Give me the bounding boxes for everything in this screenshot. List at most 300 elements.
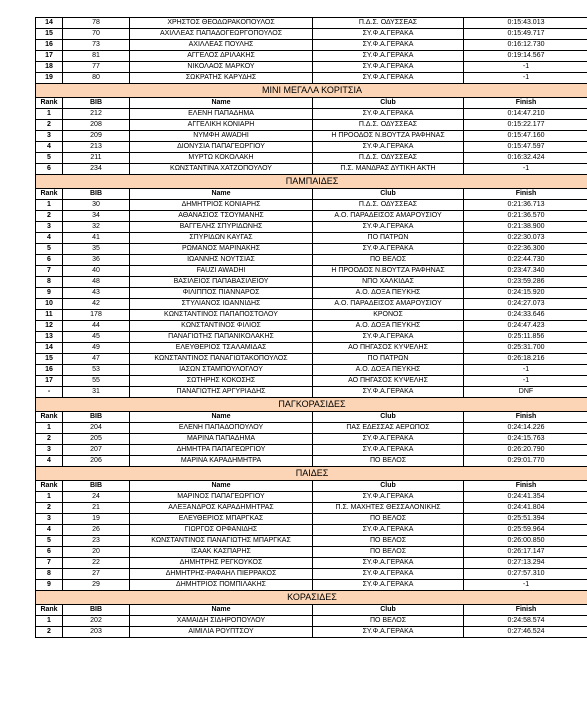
cell-rank: 15 bbox=[36, 354, 63, 365]
cell-name: ΜΑΡΙΝΑ ΚΑΡΑΔΗΜΗΤΡΑ bbox=[130, 456, 313, 467]
table-row bbox=[36, 153, 587, 164]
table-row bbox=[36, 580, 587, 591]
cell-name: ΠΑΝΑΓΙΩΤΗΣ ΠΑΠΑΝΙΚΟΛΑΚΗΣ bbox=[130, 332, 313, 343]
cell-bib: 29 bbox=[63, 580, 130, 591]
cell-bib: 80 bbox=[63, 73, 130, 84]
cell-bib: 234 bbox=[63, 164, 130, 175]
cell-bib: 53 bbox=[63, 365, 130, 376]
cell-club: Α.Ο. ΠΑΡΑΔΕΙΣΟΣ ΑΜΑΡΟΥΣΙΟΥ bbox=[313, 211, 464, 222]
cell-finish: 0:25:11.856 bbox=[464, 332, 587, 343]
cell-name: ΔΗΜΗΤΡΗΣ ΡΕΓΚΟΥΚΟΣ bbox=[130, 558, 313, 569]
table-row bbox=[36, 525, 587, 536]
cell-club: Η ΠΡΟΟΔΟΣ Ν.ΒΟΥΤΖΑ ΡΑΦΗΝΑΣ bbox=[313, 266, 464, 277]
results-sheet bbox=[35, 17, 563, 638]
cell-club: Α.Ο. ΔΟΞΑ ΠΕΥΚΗΣ bbox=[313, 288, 464, 299]
cell-finish: 0:24:14.226 bbox=[464, 423, 587, 434]
cell-bib: 203 bbox=[63, 627, 130, 638]
table-row bbox=[36, 40, 587, 51]
cell-club: ΣΥ.Φ.Α.ΓΕΡΑΚΑ bbox=[313, 40, 464, 51]
table-row bbox=[36, 376, 587, 387]
table-row bbox=[36, 492, 587, 503]
cell-finish: 0:22:36.300 bbox=[464, 244, 587, 255]
column-header-row bbox=[36, 481, 587, 492]
cell-finish: 0:24:15.763 bbox=[464, 434, 587, 445]
cell-club: Π.Σ. ΜΑΝΔΡΑΣ ΔΥΤΙΚΗ ΑΚΤΗ bbox=[313, 164, 464, 175]
column-header-finish: Finish bbox=[464, 98, 587, 109]
cell-rank: 8 bbox=[36, 277, 63, 288]
cell-rank: 2 bbox=[36, 211, 63, 222]
table-row bbox=[36, 627, 587, 638]
column-header-club: Club bbox=[313, 481, 464, 492]
cell-finish: 0:24:33.646 bbox=[464, 310, 587, 321]
cell-name: ΚΩΝΣΤΑΝΤΙΝΟΣ ΠΑΝΑΓΙΩΤΗΣ ΜΠΑΡΓΚΑΣ bbox=[130, 536, 313, 547]
table-row bbox=[36, 321, 587, 332]
table-row bbox=[36, 222, 587, 233]
cell-bib: 211 bbox=[63, 153, 130, 164]
column-header-name: Name bbox=[130, 189, 313, 200]
cell-name: ΙΑΣΩΝ ΣΤΑΜΠΟΥΛΟΓΛΟΥ bbox=[130, 365, 313, 376]
cell-finish: 0:27:46.524 bbox=[464, 627, 587, 638]
cell-bib: 70 bbox=[63, 29, 130, 40]
cell-rank: 8 bbox=[36, 569, 63, 580]
cell-rank: 4 bbox=[36, 525, 63, 536]
table-row bbox=[36, 29, 587, 40]
table-row bbox=[36, 569, 587, 580]
cell-finish: 0:27:57.310 bbox=[464, 569, 587, 580]
cell-finish: 0:21:38.900 bbox=[464, 222, 587, 233]
cell-rank: 5 bbox=[36, 153, 63, 164]
cell-finish: 0:15:22.177 bbox=[464, 120, 587, 131]
table-row bbox=[36, 131, 587, 142]
cell-bib: 205 bbox=[63, 434, 130, 445]
cell-name: ΧΑΜΑΙΔΗ ΣΙΔΗΡΟΠΟΥΛΟΥ bbox=[130, 616, 313, 627]
table-row bbox=[36, 266, 587, 277]
table-row bbox=[36, 277, 587, 288]
column-header-rank: Rank bbox=[36, 412, 63, 423]
cell-finish: 0:23:59.286 bbox=[464, 277, 587, 288]
cell-rank: 17 bbox=[36, 376, 63, 387]
cell-bib: 22 bbox=[63, 558, 130, 569]
cell-name: ΔΗΜΗΤΡΙΟΣ ΚΟΝΙΑΡΗΣ bbox=[130, 200, 313, 211]
cell-bib: 81 bbox=[63, 51, 130, 62]
cell-rank: 5 bbox=[36, 536, 63, 547]
cell-bib: 36 bbox=[63, 255, 130, 266]
column-header-name: Name bbox=[130, 481, 313, 492]
cell-finish: 0:19:14.567 bbox=[464, 51, 587, 62]
table-row bbox=[36, 18, 587, 29]
cell-finish: 0:21:36.713 bbox=[464, 200, 587, 211]
cell-club: ΣΥ.Φ.Α.ΓΕΡΑΚΑ bbox=[313, 387, 464, 398]
cell-club: ΣΥ.Φ.Α.ΓΕΡΑΚΑ bbox=[313, 62, 464, 73]
table-row bbox=[36, 62, 587, 73]
cell-rank: 4 bbox=[36, 233, 63, 244]
cell-club: Π.Δ.Σ. ΟΔΥΣΣΕΑΣ bbox=[313, 153, 464, 164]
cell-bib: 20 bbox=[63, 547, 130, 558]
cell-club: ΣΥ.Φ.Α.ΓΕΡΑΚΑ bbox=[313, 222, 464, 233]
cell-name: ΝΥΜΦΗ AWADHI bbox=[130, 131, 313, 142]
cell-rank: 1 bbox=[36, 423, 63, 434]
table-row bbox=[36, 332, 587, 343]
cell-club: Α.Ο. ΠΑΡΑΔΕΙΣΟΣ ΑΜΑΡΟΥΣΙΟΥ bbox=[313, 299, 464, 310]
cell-name: ΚΩΝΣΤΑΝΤΙΝΟΣ ΦΙΛΙΟΣ bbox=[130, 321, 313, 332]
column-header-bib: BIB bbox=[63, 605, 130, 616]
cell-finish: 0:29:01.770 bbox=[464, 456, 587, 467]
cell-bib: 30 bbox=[63, 200, 130, 211]
cell-name: ΔΗΜΗΤΡΗΣ-ΡΑΦΑΗΛ ΠΙΕΡΡΑΚΟΣ bbox=[130, 569, 313, 580]
cell-bib: 42 bbox=[63, 299, 130, 310]
cell-club: ΠΑΣ ΕΔΕΣΣΑΣ ΑΕΡΩΠΟΣ bbox=[313, 423, 464, 434]
cell-bib: 77 bbox=[63, 62, 130, 73]
cell-finish: -1 bbox=[464, 164, 587, 175]
column-header-row bbox=[36, 605, 587, 616]
cell-bib: 44 bbox=[63, 321, 130, 332]
table-row bbox=[36, 255, 587, 266]
column-header-club: Club bbox=[313, 98, 464, 109]
cell-club: Α.Ο. ΔΟΞΑ ΠΕΥΚΗΣ bbox=[313, 321, 464, 332]
cell-rank: 19 bbox=[36, 73, 63, 84]
cell-rank: 17 bbox=[36, 51, 63, 62]
category-title: ΠΑΓΚΟΡΑΣΙΔΕΣ bbox=[36, 398, 587, 412]
cell-club: ΣΥ.Φ.Α.ΓΕΡΑΚΑ bbox=[313, 525, 464, 536]
cell-rank: 1 bbox=[36, 492, 63, 503]
cell-finish: 0:15:47.160 bbox=[464, 131, 587, 142]
cell-club: ΣΥ.Φ.Α.ΓΕΡΑΚΑ bbox=[313, 332, 464, 343]
table-row bbox=[36, 109, 587, 120]
cell-rank: 10 bbox=[36, 299, 63, 310]
cell-rank: 14 bbox=[36, 343, 63, 354]
cell-name: ΑΛΕΞΑΝΔΡΟΣ ΚΑΡΑΔΗΜΗΤΡΑΣ bbox=[130, 503, 313, 514]
cell-rank: 6 bbox=[36, 547, 63, 558]
cell-name: ΦΙΛΙΠΠΟΣ ΠΙΑΝΝΑΡΟΣ bbox=[130, 288, 313, 299]
table-row bbox=[36, 423, 587, 434]
cell-club: ΣΥ.Φ.Α.ΓΕΡΑΚΑ bbox=[313, 434, 464, 445]
cell-name: FAUZI AWADHI bbox=[130, 266, 313, 277]
column-header-row bbox=[36, 189, 587, 200]
column-header-club: Club bbox=[313, 412, 464, 423]
category-title-row bbox=[36, 467, 587, 481]
cell-finish: 0:25:51.394 bbox=[464, 514, 587, 525]
cell-finish: -1 bbox=[464, 376, 587, 387]
cell-bib: 40 bbox=[63, 266, 130, 277]
cell-rank: 2 bbox=[36, 627, 63, 638]
cell-rank: 4 bbox=[36, 456, 63, 467]
cell-club: ΑΟ ΠΗΓΑΣΟΣ ΚΥΨΕΛΗΣ bbox=[313, 376, 464, 387]
cell-rank: 7 bbox=[36, 266, 63, 277]
cell-bib: 55 bbox=[63, 376, 130, 387]
table-row bbox=[36, 434, 587, 445]
column-header-rank: Rank bbox=[36, 605, 63, 616]
cell-rank: 9 bbox=[36, 580, 63, 591]
column-header-rank: Rank bbox=[36, 189, 63, 200]
cell-name: ΣΤΥΛΙΑΝΟΣ ΙΩΑΝΝΙΔΗΣ bbox=[130, 299, 313, 310]
cell-name: ΑΙΜΙΛΙΑ ΡΟΥΠΤΣΟΥ bbox=[130, 627, 313, 638]
cell-finish: 0:25:31.700 bbox=[464, 343, 587, 354]
cell-name: ΒΑΓΓΕΛΗΣ ΣΠΥΡΙΔΩΝΗΣ bbox=[130, 222, 313, 233]
cell-finish: 0:24:47.423 bbox=[464, 321, 587, 332]
cell-name: ΜΥΡΤΩ ΚΟΚΟΛΑΚΗ bbox=[130, 153, 313, 164]
cell-rank: 5 bbox=[36, 244, 63, 255]
cell-rank: 15 bbox=[36, 29, 63, 40]
cell-club: ΝΠΟ ΧΑΛΚΙΔΑΣ bbox=[313, 277, 464, 288]
cell-finish: -1 bbox=[464, 62, 587, 73]
cell-finish: -1 bbox=[464, 580, 587, 591]
cell-bib: 27 bbox=[63, 569, 130, 580]
cell-bib: 73 bbox=[63, 40, 130, 51]
cell-finish: 0:15:47.597 bbox=[464, 142, 587, 153]
table-row bbox=[36, 211, 587, 222]
cell-name: ΕΛΕΝΗ ΠΑΠΑΔΟΠΟΥΛΟΥ bbox=[130, 423, 313, 434]
cell-name: ΣΩΚΡΑΤΗΣ ΚΑΡΥΔΗΣ bbox=[130, 73, 313, 84]
cell-club: Α.Ο. ΔΟΞΑ ΠΕΥΚΗΣ bbox=[313, 365, 464, 376]
table-row bbox=[36, 288, 587, 299]
cell-club: ΣΥ.Φ.Α.ΓΕΡΑΚΑ bbox=[313, 580, 464, 591]
cell-rank: 2 bbox=[36, 434, 63, 445]
cell-name: ΡΩΜΑΝΟΣ ΜΑΡΙΝΑΚΗΣ bbox=[130, 244, 313, 255]
cell-club: ΣΥ.Φ.Α.ΓΕΡΑΚΑ bbox=[313, 109, 464, 120]
cell-rank: 2 bbox=[36, 120, 63, 131]
cell-finish: -1 bbox=[464, 365, 587, 376]
cell-finish: 0:24:27.073 bbox=[464, 299, 587, 310]
cell-bib: 78 bbox=[63, 18, 130, 29]
table-row bbox=[36, 503, 587, 514]
cell-club: ΣΥ.Φ.Α.ΓΕΡΑΚΑ bbox=[313, 244, 464, 255]
table-row bbox=[36, 51, 587, 62]
table-row bbox=[36, 73, 587, 84]
category-title-row bbox=[36, 84, 587, 98]
cell-rank: 9 bbox=[36, 288, 63, 299]
column-header-club: Club bbox=[313, 189, 464, 200]
cell-bib: 19 bbox=[63, 514, 130, 525]
column-header-finish: Finish bbox=[464, 189, 587, 200]
cell-name: ΣΩΤΗΡΗΣ ΚΟΚΟΣΗΣ bbox=[130, 376, 313, 387]
cell-bib: 47 bbox=[63, 354, 130, 365]
cell-rank: 12 bbox=[36, 321, 63, 332]
table-row bbox=[36, 200, 587, 211]
cell-name: ΠΑΝΑΓΙΩΤΗΣ ΑΡΓΥΡΙΑΔΗΣ bbox=[130, 387, 313, 398]
cell-name: ΑΘΑΝΑΣΙΟΣ ΤΣΟΥΜΑΝΗΣ bbox=[130, 211, 313, 222]
cell-bib: 43 bbox=[63, 288, 130, 299]
cell-bib: 26 bbox=[63, 525, 130, 536]
cell-name: ΝΙΚΟΛΑΟΣ ΜΑΡΚΟΥ bbox=[130, 62, 313, 73]
table-row bbox=[36, 387, 587, 398]
cell-club: ΠΟ ΒΕΛΟΣ bbox=[313, 616, 464, 627]
cell-finish: 0:25:59.964 bbox=[464, 525, 587, 536]
cell-club: ΣΥ.Φ.Α.ΓΕΡΑΚΑ bbox=[313, 29, 464, 40]
column-header-bib: BIB bbox=[63, 481, 130, 492]
cell-rank: 18 bbox=[36, 62, 63, 73]
cell-club: ΣΥ.Φ.Α.ΓΕΡΑΚΑ bbox=[313, 569, 464, 580]
column-header-bib: BIB bbox=[63, 98, 130, 109]
cell-club: Η ΠΡΟΟΔΟΣ Ν.ΒΟΥΤΖΑ ΡΑΦΗΝΑΣ bbox=[313, 131, 464, 142]
results-body bbox=[36, 18, 587, 638]
cell-club: ΠΟ ΒΕΛΟΣ bbox=[313, 456, 464, 467]
cell-finish: DNF bbox=[464, 387, 587, 398]
cell-finish: 0:24:58.574 bbox=[464, 616, 587, 627]
column-header-rank: Rank bbox=[36, 98, 63, 109]
column-header-name: Name bbox=[130, 605, 313, 616]
table-row bbox=[36, 299, 587, 310]
cell-rank: 2 bbox=[36, 503, 63, 514]
cell-name: ΕΛΕΥΘΕΡΙΟΣ ΤΣΑΛΑΜΙΔΑΣ bbox=[130, 343, 313, 354]
cell-name: ΙΩΑΝΝΗΣ ΝΟΥΤΣΙΑΣ bbox=[130, 255, 313, 266]
cell-name: ΑΧΙΛΛΕΑΣ ΠΟΥΛΗΣ bbox=[130, 40, 313, 51]
column-header-row bbox=[36, 412, 587, 423]
column-header-name: Name bbox=[130, 98, 313, 109]
cell-finish: 0:16:12.730 bbox=[464, 40, 587, 51]
cell-bib: 23 bbox=[63, 536, 130, 547]
cell-finish: 0:21:36.570 bbox=[464, 211, 587, 222]
cell-bib: 206 bbox=[63, 456, 130, 467]
table-row bbox=[36, 445, 587, 456]
cell-rank: 3 bbox=[36, 514, 63, 525]
cell-club: Π.Σ. ΜΑΧΗΤΕΣ ΘΕΣΣΑΛΟΝΙΚΗΣ bbox=[313, 503, 464, 514]
cell-bib: 32 bbox=[63, 222, 130, 233]
cell-club: ΣΥ.Φ.Α.ΓΕΡΑΚΑ bbox=[313, 492, 464, 503]
cell-finish: 0:22:30.073 bbox=[464, 233, 587, 244]
cell-club: ΠΟ ΠΑΤΡΩΝ bbox=[313, 233, 464, 244]
cell-name: ΕΛΕΥΘΕΡΙΟΣ ΜΠΑΡΓΚΑΣ bbox=[130, 514, 313, 525]
cell-finish: 0:14:47.210 bbox=[464, 109, 587, 120]
cell-club: ΠΟ ΒΕΛΟΣ bbox=[313, 536, 464, 547]
cell-rank: 4 bbox=[36, 142, 63, 153]
table-row bbox=[36, 310, 587, 321]
cell-finish: -1 bbox=[464, 73, 587, 84]
cell-finish: 0:22:44.730 bbox=[464, 255, 587, 266]
cell-rank: 1 bbox=[36, 616, 63, 627]
cell-rank: 7 bbox=[36, 558, 63, 569]
cell-rank: 3 bbox=[36, 445, 63, 456]
cell-finish: 0:27:13.294 bbox=[464, 558, 587, 569]
column-header-row bbox=[36, 98, 587, 109]
cell-club: ΚΡΟΝΟΣ bbox=[313, 310, 464, 321]
cell-name: ΣΠΥΡΙΔΩΝ ΚΑΥΓΑΣ bbox=[130, 233, 313, 244]
cell-club: ΣΥ.Φ.Α.ΓΕΡΑΚΑ bbox=[313, 51, 464, 62]
cell-name: ΑΓΓΕΛΙΚΗ ΚΟΝΙΑΡΗ bbox=[130, 120, 313, 131]
cell-bib: 34 bbox=[63, 211, 130, 222]
cell-name: ΑΧΙΛΛΕΑΣ ΠΑΠΑΔΟΓΕΩΡΓΟΠΟΥΛΟΣ bbox=[130, 29, 313, 40]
table-row bbox=[36, 456, 587, 467]
table-row bbox=[36, 120, 587, 131]
cell-name: ΕΛΕΝΗ ΠΑΠΑΔΗΜΑ bbox=[130, 109, 313, 120]
category-title-row bbox=[36, 398, 587, 412]
cell-bib: 41 bbox=[63, 233, 130, 244]
cell-club: ΣΥ.Φ.Α.ΓΕΡΑΚΑ bbox=[313, 627, 464, 638]
cell-club: ΣΥ.Φ.Α.ΓΕΡΑΚΑ bbox=[313, 73, 464, 84]
table-row bbox=[36, 616, 587, 627]
category-title: ΜΙΝΙ ΜΕΓΑΛΑ ΚΟΡΙΤΣΙΑ bbox=[36, 84, 587, 98]
cell-name: ΔΙΟΝΥΣΙΑ ΠΑΠΑΓΕΩΡΓΙΟΥ bbox=[130, 142, 313, 153]
cell-bib: 49 bbox=[63, 343, 130, 354]
cell-rank: 11 bbox=[36, 310, 63, 321]
column-header-club: Club bbox=[313, 605, 464, 616]
cell-name: ΓΙΩΡΓΟΣ ΟΡΦΑΝΙΔΗΣ bbox=[130, 525, 313, 536]
cell-bib: 207 bbox=[63, 445, 130, 456]
cell-club: ΠΟ ΒΕΛΟΣ bbox=[313, 514, 464, 525]
cell-name: ΔΗΜΗΤΡΑ ΠΑΠΑΓΕΩΡΓΙΟΥ bbox=[130, 445, 313, 456]
cell-bib: 21 bbox=[63, 503, 130, 514]
category-title: ΠΑΜΠΑΙΔΕΣ bbox=[36, 175, 587, 189]
cell-club: ΠΟ ΠΑΤΡΩΝ bbox=[313, 354, 464, 365]
column-header-bib: BIB bbox=[63, 189, 130, 200]
table-row bbox=[36, 558, 587, 569]
cell-rank: 3 bbox=[36, 222, 63, 233]
cell-bib: 204 bbox=[63, 423, 130, 434]
table-row bbox=[36, 365, 587, 376]
cell-club: ΠΟ ΒΕΛΟΣ bbox=[313, 255, 464, 266]
table-row bbox=[36, 164, 587, 175]
cell-bib: 24 bbox=[63, 492, 130, 503]
cell-name: ΑΓΓΕΛΟΣ ΔΡΙΛΑΚΗΣ bbox=[130, 51, 313, 62]
cell-club: ΣΥ.Φ.Α.ΓΕΡΑΚΑ bbox=[313, 445, 464, 456]
table-row bbox=[36, 233, 587, 244]
cell-finish: 0:23:47.340 bbox=[464, 266, 587, 277]
cell-club: ΣΥ.Φ.Α.ΓΕΡΑΚΑ bbox=[313, 142, 464, 153]
cell-name: ΜΑΡΙΝΑ ΠΑΠΑΔΗΜΑ bbox=[130, 434, 313, 445]
cell-bib: 35 bbox=[63, 244, 130, 255]
column-header-rank: Rank bbox=[36, 481, 63, 492]
cell-name: ΚΩΝΣΤΑΝΤΙΝΑ ΧΑΤΖΟΠΟΥΛΟΥ bbox=[130, 164, 313, 175]
cell-rank: 14 bbox=[36, 18, 63, 29]
cell-name: ΧΡΗΣΤΟΣ ΘΕΟΔΩΡΑΚΟΠΟΥΛΟΣ bbox=[130, 18, 313, 29]
column-header-bib: BIB bbox=[63, 412, 130, 423]
column-header-name: Name bbox=[130, 412, 313, 423]
cell-name: ΚΩΝΣΤΑΝΤΙΝΟΣ ΠΑΠΑΠΟΣΤΟΛΟΥ bbox=[130, 310, 313, 321]
cell-finish: 0:26:00.850 bbox=[464, 536, 587, 547]
cell-finish: 0:24:15.920 bbox=[464, 288, 587, 299]
cell-bib: 178 bbox=[63, 310, 130, 321]
category-title-row bbox=[36, 591, 587, 605]
cell-rank: - bbox=[36, 387, 63, 398]
cell-finish: 0:15:43.013 bbox=[464, 18, 587, 29]
cell-bib: 202 bbox=[63, 616, 130, 627]
cell-finish: 0:26:20.790 bbox=[464, 445, 587, 456]
table-row bbox=[36, 142, 587, 153]
table-row bbox=[36, 354, 587, 365]
cell-rank: 1 bbox=[36, 109, 63, 120]
cell-bib: 45 bbox=[63, 332, 130, 343]
cell-club: Π.Δ.Σ. ΟΔΥΣΣΕΑΣ bbox=[313, 120, 464, 131]
category-title: ΚΟΡΑΣΙΔΕΣ bbox=[36, 591, 587, 605]
table-row bbox=[36, 343, 587, 354]
category-title-row bbox=[36, 175, 587, 189]
cell-club: ΠΟ ΒΕΛΟΣ bbox=[313, 547, 464, 558]
cell-club: ΑΟ ΠΗΓΑΣΟΣ ΚΥΨΕΛΗΣ bbox=[313, 343, 464, 354]
cell-club: Π.Δ.Σ. ΟΔΥΣΣΕΑΣ bbox=[313, 200, 464, 211]
cell-name: ΜΑΡΙΝΟΣ ΠΑΠΑΓΕΩΡΓΙΟΥ bbox=[130, 492, 313, 503]
cell-finish: 0:24:41.804 bbox=[464, 503, 587, 514]
cell-rank: 6 bbox=[36, 255, 63, 266]
category-title: ΠΑΙΔΕΣ bbox=[36, 467, 587, 481]
column-header-finish: Finish bbox=[464, 605, 587, 616]
cell-bib: 48 bbox=[63, 277, 130, 288]
cell-rank: 1 bbox=[36, 200, 63, 211]
table-row bbox=[36, 514, 587, 525]
cell-name: ΔΗΜΗΤΡΙΟΣ ΠΟΜΠΙΛΑΚΗΣ bbox=[130, 580, 313, 591]
cell-finish: 0:26:17.147 bbox=[464, 547, 587, 558]
table-row bbox=[36, 244, 587, 255]
cell-club: Π.Δ.Σ. ΟΔΥΣΣΕΑΣ bbox=[313, 18, 464, 29]
cell-finish: 0:24:41.354 bbox=[464, 492, 587, 503]
cell-rank: 16 bbox=[36, 40, 63, 51]
cell-rank: 6 bbox=[36, 164, 63, 175]
cell-bib: 213 bbox=[63, 142, 130, 153]
cell-name: ΚΩΝΣΤΑΝΤΙΝΟΣ ΠΑΝΑΓΙΩΤΑΚΟΠΟΥΛΟΣ bbox=[130, 354, 313, 365]
table-row bbox=[36, 536, 587, 547]
cell-bib: 208 bbox=[63, 120, 130, 131]
cell-rank: 3 bbox=[36, 131, 63, 142]
cell-finish: 0:16:32.424 bbox=[464, 153, 587, 164]
cell-finish: 0:26:18.216 bbox=[464, 354, 587, 365]
